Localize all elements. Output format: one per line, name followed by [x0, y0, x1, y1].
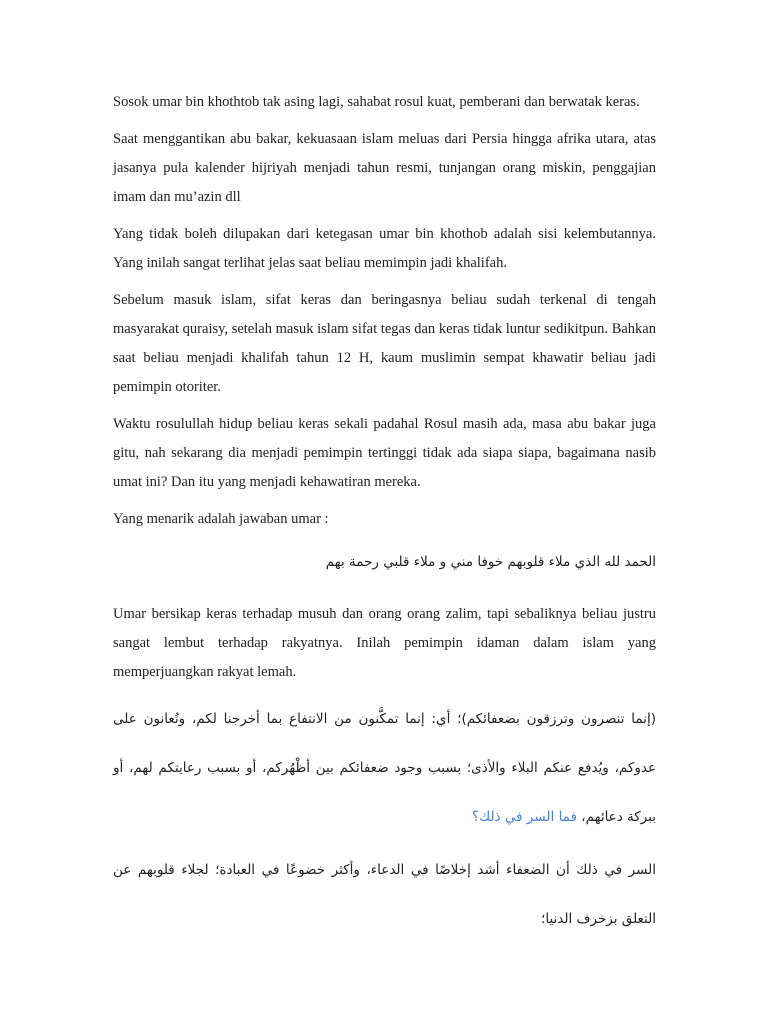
- paragraph-answer-intro: Yang menarik adalah jawaban umar :: [113, 511, 329, 527]
- arabic-paragraph-weak-text: (إنما تنصرون وترزقون بضعفائكم)؛ أي: إنما تمكَّنون من الانتفاع بما أخرجنا لكم، وتُعانون على عدوكم، ويُدفع عنكم البلاء والأذى؛ بسبب وجود ضعفائكم بين أظْهُركم، أو بسبب رعايتكم لهم، أو ببركة دعائهم،: [113, 711, 656, 825]
- paragraph-concern: Waktu rosulullah hidup beliau keras sekali padahal Rosul masih ada, masa abu bakar juga gitu, nah sekarang dia menjadi pemimpin tertinggi tidak ada siapa siapa, bagaimana nasib umat ini? Dan itu yang menjadi kehawatiran mereka.: [113, 416, 656, 490]
- document-page: [113, 88, 656, 948]
- paragraph-expansion: Saat menggantikan abu bakar, kekuasaan islam meluas dari Persia hingga afrika utara, atas jasanya pula kalender hijriyah menjadi tahun resmi, tunjangan orang miskin, penggajian imam dan mu’azin dll: [113, 131, 656, 205]
- paragraph-before-islam: Sebelum masuk islam, sifat keras dan beringasnya beliau sudah terkenal di tengah masyarakat quraisy, setelah masuk islam sifat tegas dan keras tidak luntur sedikitpun. Bahkan saat beliau menjadi khalifah tahun 12 H, kaum muslimin sempat khawatir beliau jadi pemimpin otoriter.: [113, 292, 656, 395]
- paragraph-gentleness: Yang tidak boleh dilupakan dari ketegasan umar bin khothob adalah sisi kelembutannya. Yang inilah sangat terlihat jelas saat beliau memimpin jadi khalifah.: [113, 226, 656, 271]
- paragraph-after-quote: Umar bersikap keras terhadap musuh dan orang orang zalim, tapi sebaliknya beliau justru sangat lembut terhadap rakyatnya. Inilah pemimpin idaman dalam islam yang memperjuangkan rakyat lemah.: [113, 606, 656, 680]
- arabic-question-link[interactable]: فما السر في ذلك؟: [471, 809, 577, 825]
- arabic-paragraph-secret: السر في ذلك أن الضعفاء أشد إخلاصًا في الدعاء، وأكثر خضوعًا في العبادة؛ لجلاء قلوبهم عن التعلق بزخرف الدنيا؛: [113, 862, 656, 927]
- paragraph-umar-intro: Sosok umar bin khothtob tak asing lagi, sahabat rosul kuat, pemberani dan berwatak keras.: [113, 94, 640, 110]
- arabic-paragraph-weak: [113, 695, 656, 842]
- arabic-quote: الحمد لله الذي ملاء قلوبهم خوفا مني و ملاء قلبي رحمة بهم: [325, 554, 656, 570]
